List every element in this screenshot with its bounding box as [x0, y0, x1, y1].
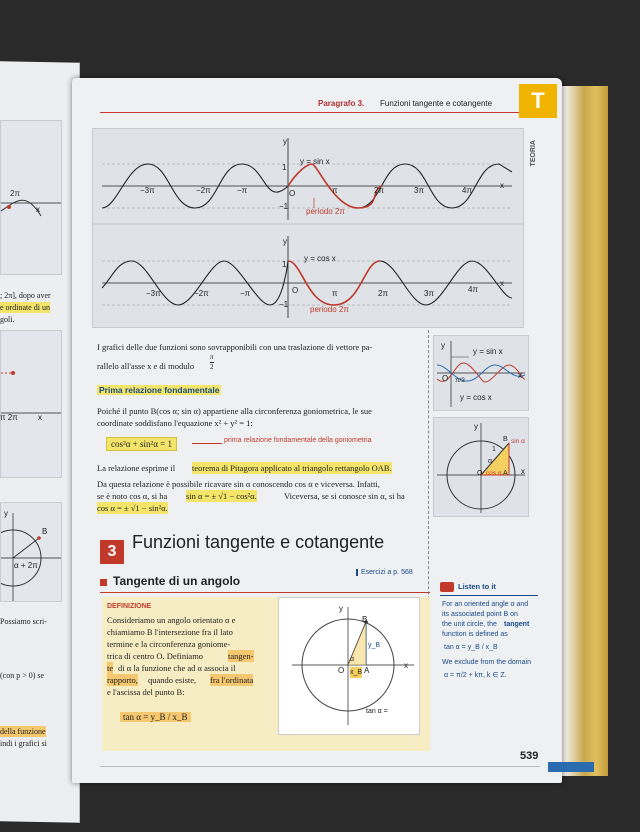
sin-tick-2pi: 2π: [374, 186, 384, 195]
cos-fn-label: y = cos x: [304, 254, 336, 263]
left-figure-2: [0, 330, 62, 478]
fundamental-formula: cos²α + sin²α = 1: [106, 437, 177, 451]
listen-formula-1: tan α = y_B / x_B: [444, 644, 498, 651]
sin-origin: O: [289, 189, 296, 198]
def-line-3: termine e la circonferenza goniome-: [107, 639, 231, 649]
sin-one: 1: [282, 163, 287, 172]
para-4e: cos α = ± √1 − sin²α.: [97, 503, 168, 513]
para-2a: Poiché il punto B(cos α; sin α) appartiene alla circonferenza goniometrica, le sue: [97, 406, 372, 416]
para-4d: Viceversa, se si conosce sin α, si ha: [284, 491, 405, 501]
para-1-fraction: [210, 353, 214, 372]
def-figure-svg: [278, 597, 420, 735]
def-line-7: e l'ascissa del punto B:: [107, 687, 185, 697]
cos-origin: O: [292, 286, 299, 295]
listen-icon[interactable]: [440, 582, 454, 592]
cos-tick-3pi: 3π: [424, 289, 434, 298]
listen-line-4: function is defined as: [442, 631, 508, 638]
left-text-1: ; 2π], dopo aver: [0, 291, 51, 300]
cos-minus-one: −1: [279, 300, 289, 309]
cos-period: periodo 2π: [310, 305, 349, 314]
para-1a: I grafici delle due funzioni sono sovrapponibili con una traslazione di vettore pa-: [97, 342, 373, 352]
def-fig-xb: x_B: [350, 669, 363, 676]
def-fig-o: O: [338, 666, 345, 675]
subsection-title: Tangente di un angolo: [113, 574, 241, 588]
sin-x-label: x: [500, 181, 504, 190]
para-3b: teorema di Pitagora applicato al triangolo rettangolo OAB.: [192, 463, 392, 473]
left-label-x: x: [36, 205, 40, 214]
left-label-2pi: 2π: [10, 189, 20, 198]
section-title: Funzioni tangente e cotangente: [132, 532, 385, 552]
left-label-b: B: [42, 527, 48, 536]
sin-y-label: y: [283, 137, 287, 146]
sin-tick-mpi: −π: [237, 186, 248, 195]
cos-x-label: x: [500, 279, 504, 288]
def-line-6a: rapporto,: [107, 675, 138, 685]
def-fig-yb: y_B: [368, 642, 381, 649]
formula-pointer: [192, 443, 222, 444]
footer-rule: [100, 766, 540, 767]
def-line-6b: quando esiste,: [148, 675, 197, 685]
left-text-4: Possiamo scri-: [0, 617, 47, 626]
para-1b: rallelo all'asse x e di modulo: [97, 361, 195, 371]
listen-line-3: the unit circle, the: [442, 621, 497, 628]
def-fig-tan: tan α =: [366, 708, 388, 715]
listen-formula-2: α = π/2 + kπ, k ∈ Z.: [444, 672, 507, 679]
mini2-b: B: [503, 436, 508, 443]
para-3a: La relazione esprime il: [97, 463, 176, 473]
header-section: Paragrafo 3.: [318, 99, 365, 108]
frac-den: 2: [210, 363, 214, 371]
left-text-5: (con p > 0) se: [0, 671, 45, 680]
mini2-x: x: [521, 467, 525, 476]
mini2-a: A: [503, 470, 508, 477]
mini2-o: O: [477, 470, 483, 477]
subsection-bullet: [100, 579, 107, 586]
mini2-one: 1: [492, 446, 496, 453]
sin-tick-3pi: 3π: [414, 186, 424, 195]
mini2-sina: sin α: [511, 438, 525, 445]
listen-line-3b: tangent: [504, 621, 530, 628]
listen-title[interactable]: Listen to it: [458, 582, 496, 591]
def-fig-alpha: α: [350, 656, 355, 663]
mini1-sin: y = sin x: [473, 347, 503, 356]
cos-tick-m2pi: −2π: [194, 289, 209, 298]
page-number: 539: [520, 750, 539, 762]
sin-period: periodo 2π: [306, 207, 345, 216]
cos-y-label: y: [283, 237, 287, 246]
left-text-6: della funzione: [0, 727, 46, 736]
def-fig-a: A: [364, 666, 370, 675]
cos-tick-mpi: −π: [240, 289, 251, 298]
listen-line-2: its associated point B on: [442, 611, 518, 618]
def-line-5a: te: [107, 663, 114, 673]
sin-tick-pi: π: [332, 186, 338, 195]
left-text-7: indi i grafici si: [0, 739, 47, 748]
mini1-y: y: [441, 341, 445, 350]
sin-tick-m3pi: −3π: [140, 186, 155, 195]
left-text-3: goli.: [0, 315, 15, 324]
para-4c: sin α = ± √1 − cos²α.: [186, 491, 257, 501]
formula-note: prima relazione fondamentale della goniometria: [224, 437, 372, 444]
mini1-pi2: π/2: [455, 377, 465, 384]
listen-line-5: We exclude from the domain: [442, 659, 531, 666]
def-fig-b: B: [362, 615, 368, 624]
section-number: 3: [100, 540, 124, 564]
listen-line-1: For an oriented angle α and: [442, 601, 529, 608]
para-4a: Da questa relazione è possibile ricavare sin α conoscendo cos α e viceversa. Infatti,: [97, 479, 380, 489]
para-2b: coordinate soddisfano l'equazione x² + y² = 1:: [97, 418, 253, 428]
def-formula: tan α = y_B / x_B: [120, 712, 191, 722]
def-fig-y: y: [339, 604, 343, 613]
def-line-4: trica di centro O. Definiamo: [107, 651, 204, 661]
header-rule: [100, 112, 520, 113]
mini-graph-2-svg: [433, 417, 529, 517]
mini2-alpha: α: [488, 458, 493, 465]
exercises-link[interactable]: Esercizi a p. 568: [356, 569, 413, 576]
para-4b: se è noto cos α, si ha: [97, 491, 168, 501]
sin-minus-one: −1: [279, 202, 289, 211]
mini1-cos: y = cos x: [460, 393, 492, 402]
left-label-y: y: [4, 509, 8, 518]
frac-num: π: [210, 353, 214, 361]
relation-title: Prima relazione fondamentale: [99, 385, 220, 395]
cos-tick-4pi: 4π: [468, 285, 478, 294]
sin-fn-label: y = sin x: [300, 157, 330, 166]
def-line-6c: fra l'ordinata: [210, 675, 254, 685]
definition-label: DEFINIZIONE: [107, 603, 152, 610]
def-line-2: chiamiamo B l'intersezione fra il lato: [107, 627, 233, 637]
header-title: Funzioni tangente e cotangente: [380, 99, 493, 108]
left-text-2: e ordinate di un: [0, 303, 50, 312]
def-line-5b: di α la funzione che ad α associa il: [118, 663, 236, 673]
mini2-y: y: [474, 422, 478, 431]
mini1-o: O: [442, 374, 449, 383]
listen-rule: [440, 595, 538, 596]
sin-tick-m2pi: −2π: [196, 186, 211, 195]
mini2-cosa: cos α: [486, 470, 502, 477]
footer-tab: [548, 762, 594, 772]
sin-tick-4pi: 4π: [462, 186, 472, 195]
left-label-pi2pi: π 2π: [0, 413, 18, 422]
left-figure-3: [0, 502, 62, 602]
subsection-rule: [100, 592, 430, 593]
cos-tick-pi: π: [332, 289, 338, 298]
side-label: TEORIA: [530, 140, 537, 167]
def-line-4b: tangen-: [228, 651, 254, 661]
cos-tick-m3pi: −3π: [146, 289, 161, 298]
chapter-tab: T: [519, 84, 557, 118]
def-line-1: Consideriamo un angolo orientato α e: [107, 615, 236, 625]
def-fig-x: x: [404, 661, 408, 670]
cos-one: 1: [282, 260, 287, 269]
cos-tick-2pi: 2π: [378, 289, 388, 298]
left-label-x2: x: [38, 413, 42, 422]
left-label-alpha: α + 2π: [14, 561, 38, 570]
mini1-x: x: [518, 371, 522, 380]
